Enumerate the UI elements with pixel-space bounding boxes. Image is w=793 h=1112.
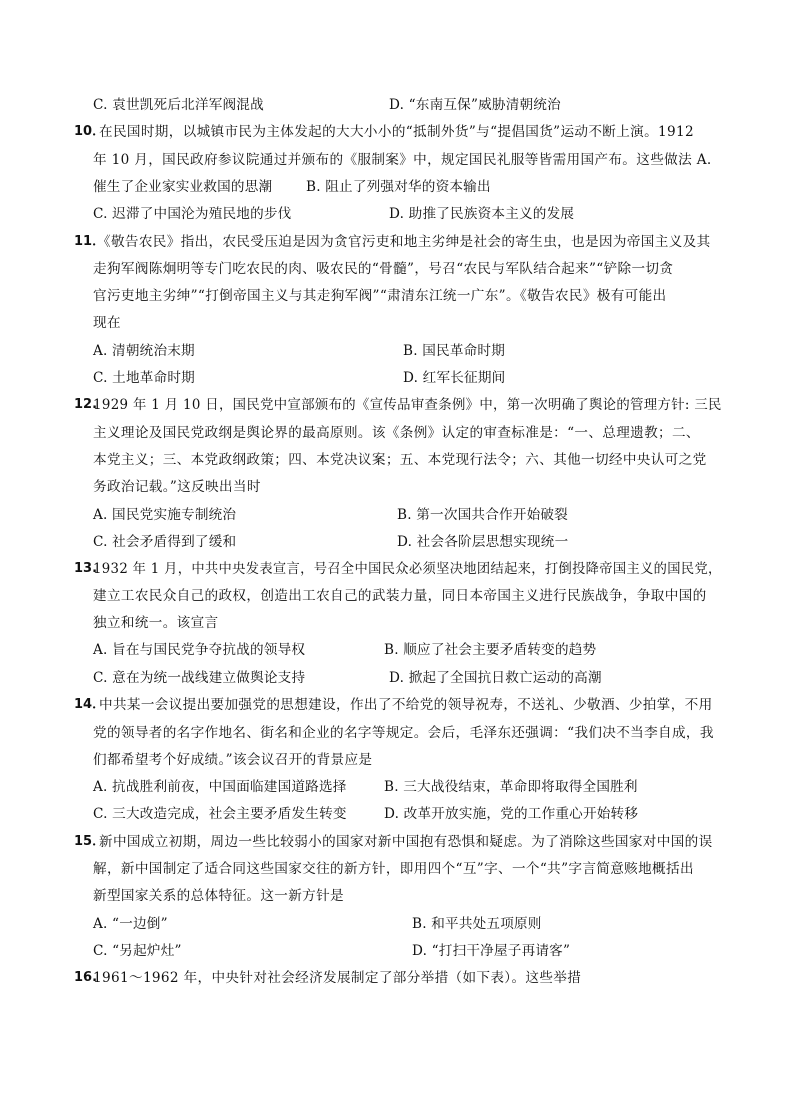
q11-options-ab xyxy=(0,338,793,364)
q15-line-3 xyxy=(0,883,793,909)
q12-stem-line-3: 本党主义；三、本党政纲政策；四、本党决议案；五、本党现行法令；六、其他一切经中央认可之党 xyxy=(93,452,707,468)
q12-line-2 xyxy=(0,420,793,446)
q12-options-ab xyxy=(0,502,793,528)
q10-option-c: C. 迟滞了中国沦为殖民地的步伐 xyxy=(93,206,292,222)
q11-line-3 xyxy=(0,283,793,309)
q12-stem-line-1: 1929 年 1 月 10 日，国民党中宣部颁布的《宣传品审查条例》中，第一次明确了舆论的管理方针: 三民 xyxy=(93,397,722,413)
q11-stem-line-4: 现在 xyxy=(93,315,121,331)
q15-stem-line-1: 新中国成立初期，周边一些比较弱小的国家对新中国抱有恐惧和疑虑。为了消除这些国家对中国的误 xyxy=(99,834,713,850)
q9-option-d: D. “东南互保”威胁清朝统治 xyxy=(389,97,561,113)
q11-stem-line-1: 《敬告农民》指出，农民受压迫是因为贪官污吏和地主劣绅是社会的寄生虫，也是因为帝国主义及其 xyxy=(97,234,711,250)
q12-option-d: D. 社会各阶层思想实现统一 xyxy=(397,534,569,550)
q15-line-2 xyxy=(0,856,793,882)
q15-option-c: C. “另起炉灶” xyxy=(93,943,182,959)
q12-option-a: A. 国民党实施专制统治 xyxy=(93,507,237,523)
q10-number: 10． xyxy=(74,124,106,139)
q10-stem-line-1: 在民国时期，以城镇市民为主体发起的大大小小的“抵制外货”与“提倡国货”运动不断上演。1912 xyxy=(99,124,695,140)
q12-stem-line-2: 主义理论及国民党政纲是舆论界的最高原则。该《条例》认定的审查标准是：“一、总理遗教；二、 xyxy=(93,425,700,441)
q13-options-ab xyxy=(0,637,793,663)
q15-line-1 xyxy=(0,829,793,855)
q11-options-cd xyxy=(0,365,793,391)
q14-line-2 xyxy=(0,720,793,746)
q14-option-c: C. 三大改造完成，社会主要矛盾发生转变 xyxy=(93,806,347,822)
q11-stem-line-2: 走狗军阀陈炯明等专门吃农民的肉、吸农民的“骨髓”，号召“农民与军队结合起来”“铲除一切贪 xyxy=(93,261,674,277)
q11-line-2 xyxy=(0,256,793,282)
q12-option-c: C. 社会矛盾得到了缓和 xyxy=(93,534,237,550)
q15-number: 15． xyxy=(74,834,106,849)
q12-line-3 xyxy=(0,447,793,473)
q14-stem-line-3: 们都希望考个好成绩。”该会议召开的背景应是 xyxy=(93,752,373,768)
q11-line-1 xyxy=(0,229,793,255)
q14-number: 14． xyxy=(74,697,106,712)
q13-option-b: B. 顺应了社会主要矛盾转变的趋势 xyxy=(384,642,597,658)
q10-line-2 xyxy=(0,147,793,173)
q14-stem-line-2: 党的领导者的名字作地名、街名和企业的名字等规定。会后，毛泽东还强调：“我们决不当李自成，我 xyxy=(93,725,714,741)
q16-line-1 xyxy=(0,965,793,991)
q10-option-a-text: 催生了企业家实业救国的思潮 xyxy=(93,179,273,195)
q11-option-a: A. 清朝统治末期 xyxy=(93,343,195,359)
q15-option-d: D. “打扫干净屋子再请客” xyxy=(412,943,571,959)
q14-line-3 xyxy=(0,747,793,773)
q13-line-1 xyxy=(0,556,793,582)
q10-option-d: D. 助推了民族资本主义的发展 xyxy=(389,206,575,222)
q12-number: 12. xyxy=(74,397,98,412)
q11-stem-line-3: 官污吏地主劣绅”“打倒帝国主义与其走狗军阀”“肃清东江统一广东”。《敬告农民》极有可能出 xyxy=(93,288,667,304)
q12-line-4 xyxy=(0,474,793,500)
q12-options-cd xyxy=(0,529,793,555)
q14-option-d: D. 改革开放实施，党的工作重心开始转移 xyxy=(384,806,639,822)
q11-option-c: C. 土地革命时期 xyxy=(93,370,195,386)
q15-option-a: A. “一边倒” xyxy=(93,916,168,932)
q13-option-c: C. 意在为统一战线建立做舆论支持 xyxy=(93,670,306,686)
q14-option-a: A. 抗战胜利前夜，中国面临建国道路选择 xyxy=(93,779,347,795)
q12-line-1 xyxy=(0,392,793,418)
q13-line-2 xyxy=(0,583,793,609)
q13-option-d: D. 掀起了全国抗日救亡运动的高潮 xyxy=(389,670,602,686)
q13-line-3 xyxy=(0,610,793,636)
q15-options-cd xyxy=(0,938,793,964)
q10-options-cd xyxy=(0,201,793,227)
q16-stem-line-1: 1961～1962 年，中央针对社会经济发展制定了部分举措（如下表）。这些举措 xyxy=(93,970,582,986)
q14-options-ab xyxy=(0,774,793,800)
q15-stem-line-3: 新型国家关系的总体特征。这一新方针是 xyxy=(93,888,344,904)
q13-option-a: A. 旨在与国民党争夺抗战的领导权 xyxy=(93,642,306,658)
q13-number: 13. xyxy=(74,561,98,576)
q14-line-1 xyxy=(0,692,793,718)
q15-options-ab xyxy=(0,911,793,937)
q16-number: 16. xyxy=(74,970,98,985)
q11-number: 11． xyxy=(74,234,106,249)
q13-stem-line-3: 独立和统一。该宣言 xyxy=(93,615,219,631)
q10-line-1 xyxy=(0,119,793,145)
q15-stem-line-2: 解，新中国制定了适合同这些国家交往的新方针，即用四个“互”字、一个“共”字言简意赅地概括出 xyxy=(93,861,694,877)
q11-option-b: B. 国民革命时期 xyxy=(403,343,505,359)
q10-option-b: B. 阻止了列强对华的资本输出 xyxy=(306,179,491,195)
q13-stem-line-2: 建立工农民众自己的政权，创造出工农自己的武装力量，同日本帝国主义进行民族战争，争取中国的 xyxy=(93,588,707,604)
q12-stem-line-4: 务政治记载。”这反映出当时 xyxy=(93,479,261,495)
q14-option-b: B. 三大战役结束，革命即将取得全国胜利 xyxy=(384,779,638,795)
q11-option-d: D. 红军长征期间 xyxy=(403,370,506,386)
q12-option-b: B. 第一次国共合作开始破裂 xyxy=(397,507,568,523)
q15-option-b: B. 和平共处五项原则 xyxy=(412,916,542,932)
q9-option-c: C. 袁世凯死后北洋军阀混战 xyxy=(93,97,264,113)
q10-line-3 xyxy=(0,174,793,200)
q13-stem-line-1: 1932 年 1 月，中共中央发表宣言，号召全中国民众必须坚决地团结起来，打倒投降帝国主义的国民党， xyxy=(93,561,722,577)
q11-line-4 xyxy=(0,310,793,336)
q14-options-cd xyxy=(0,801,793,827)
q14-stem-line-1: 中共某一会议提出要加强党的思想建设，作出了不给党的领导祝寿，不送礼、少敬酒、少拍掌，不用 xyxy=(99,697,713,713)
q13-options-cd xyxy=(0,665,793,691)
q10-stem-line-2: 年 10 月，国民政府参议院通过并颁布的《服制案》中，规定国民礼服等皆需用国产布。这些做法 A. xyxy=(93,152,712,168)
q9-options-cd xyxy=(0,92,793,118)
